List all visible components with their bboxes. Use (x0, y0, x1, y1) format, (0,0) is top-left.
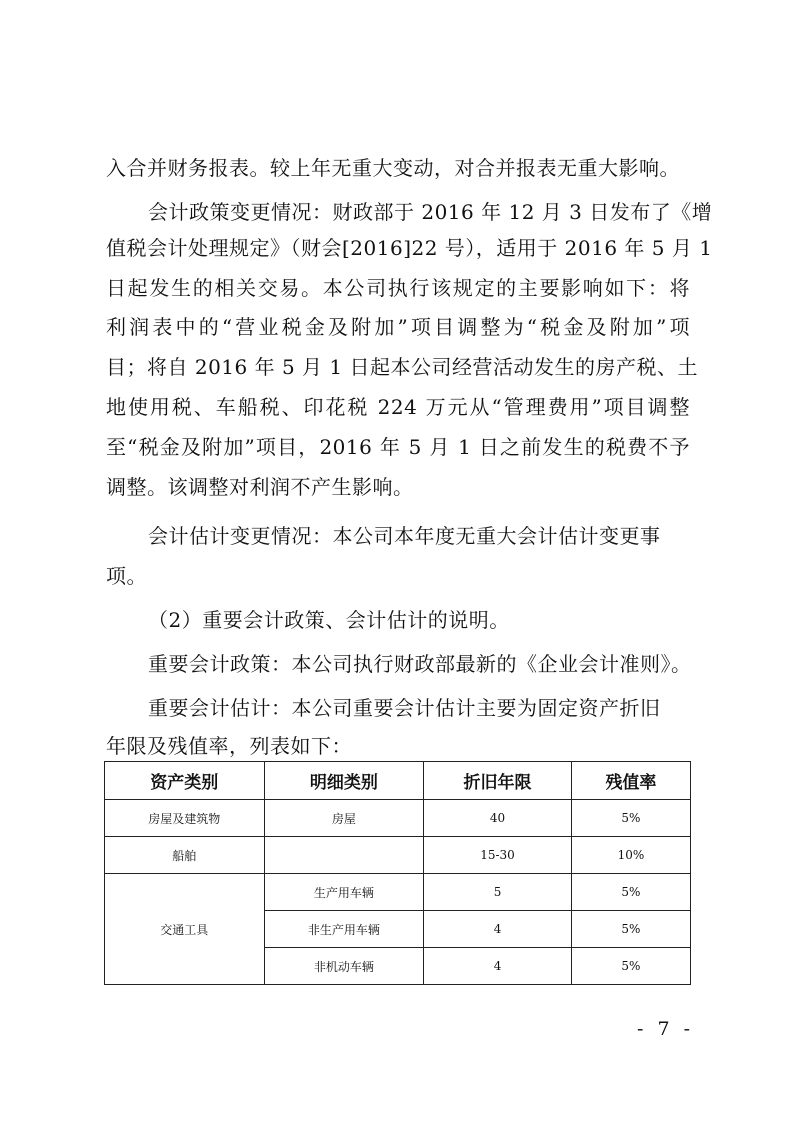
paragraph-line: 目；将自 2016 年 5 月 1 日起本公司经营活动发生的房产税、土 (106, 355, 698, 379)
table-cell: 15-30 (424, 837, 572, 874)
paragraph-line: 年限及残值率，列表如下： (106, 734, 352, 758)
paragraph-line: 至“税金及附加”项目，2016 年 5 月 1 日之前发生的税费不予 (106, 435, 690, 459)
table-cell: 5% (571, 911, 690, 948)
paragraph-line: 会计政策变更情况：财政部于 2016 年 12 月 3 日发布了《增 (148, 200, 713, 224)
paragraph-line: 地使用税、车船税、印花税 224 万元从“管理费用”项目调整 (106, 395, 690, 419)
column-header: 折旧年限 (424, 762, 572, 800)
column-header: 残值率 (571, 762, 690, 800)
table-cell: 非机动车辆 (264, 948, 424, 985)
table-cell: 4 (424, 948, 572, 985)
table-cell: 4 (424, 911, 572, 948)
section-heading: （2）重要会计政策、会计估计的说明。 (148, 608, 510, 632)
table-row (105, 837, 691, 874)
table-cell: 10% (571, 837, 690, 874)
table-cell: 非生产用车辆 (264, 911, 424, 948)
table-cell: 生产用车辆 (264, 874, 424, 911)
page-number: - 7 - (637, 1018, 695, 1040)
depreciation-table (104, 761, 691, 985)
table-row (105, 800, 691, 837)
table-row (105, 874, 691, 911)
table-cell: 5% (571, 874, 690, 911)
table-cell: 房屋 (264, 800, 424, 837)
table-cell: 船舶 (105, 837, 265, 874)
column-header: 资产类别 (105, 762, 265, 800)
table-cell: 40 (424, 800, 572, 837)
table-cell: 5 (424, 874, 572, 911)
table-cell (264, 837, 424, 874)
column-header: 明细类别 (264, 762, 424, 800)
paragraph-line: 值税会计处理规定》（财会[2016]22 号），适用于 2016 年 5 月 1 (106, 236, 713, 260)
table-cell: 交通工具 (105, 874, 265, 985)
paragraph-line: 重要会计估计：本公司重要会计估计主要为固定资产折旧 (148, 696, 661, 720)
table-header-row (105, 762, 691, 800)
paragraph-line: 重要会计政策：本公司执行财政部最新的《企业会计准则》。 (148, 652, 692, 676)
paragraph-line: 入合并财务报表。较上年无重大变动，对合并报表无重大影响。 (106, 156, 680, 180)
paragraph-line: 日起发生的相关交易。本公司执行该规定的主要影响如下：将 (106, 276, 690, 300)
table-cell: 房屋及建筑物 (105, 800, 265, 837)
paragraph-line: 会计估计变更情况：本公司本年度无重大会计估计变更事 (148, 524, 661, 548)
paragraph-line: 项。 (106, 564, 147, 588)
paragraph-line: 利润表中的“营业税金及附加”项目调整为“税金及附加”项 (106, 315, 690, 339)
table-cell: 5% (571, 948, 690, 985)
paragraph-line: 调整。该调整对利润不产生影响。 (106, 475, 414, 499)
table-cell: 5% (571, 800, 690, 837)
